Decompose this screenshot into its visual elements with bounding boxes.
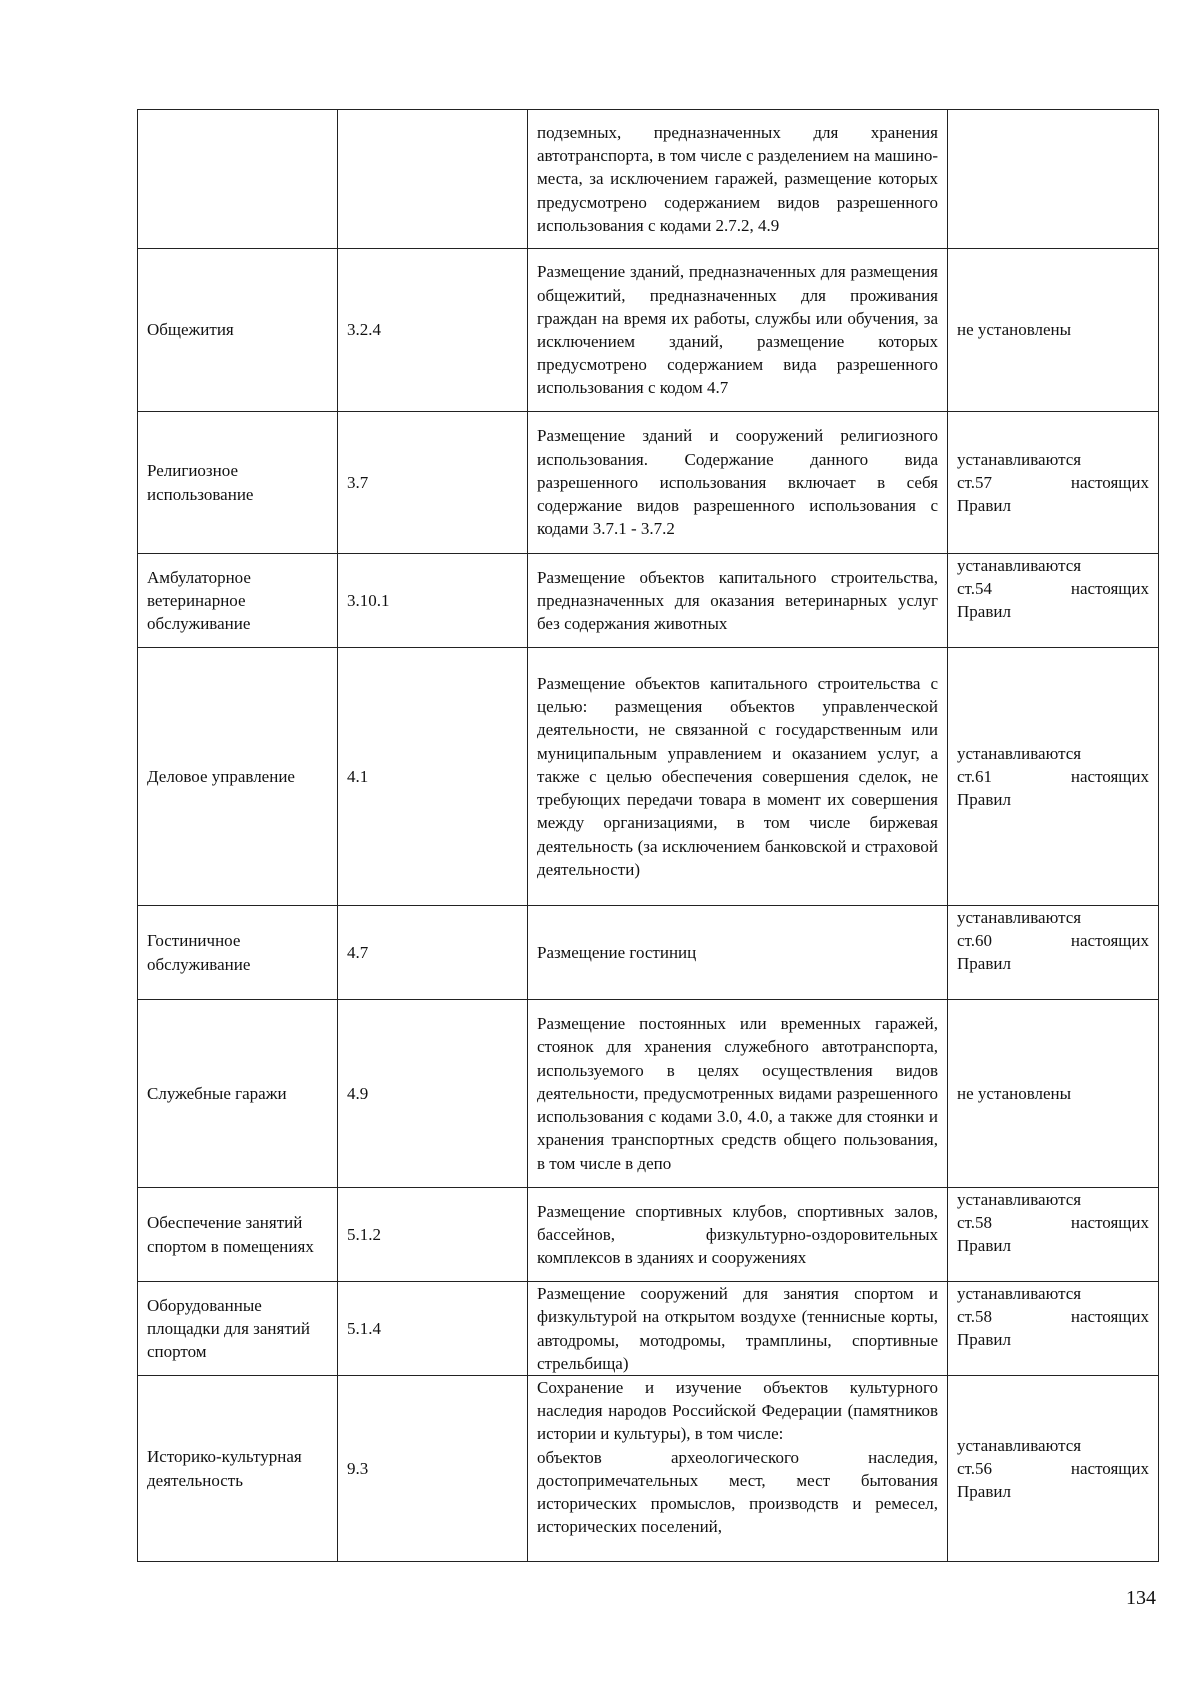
params-line: ст.56 настоящих <box>957 1458 1149 1478</box>
table-row <box>138 1376 1159 1562</box>
use-params-cell <box>948 412 1159 554</box>
use-name-cell: Гостиничное обслуживание <box>138 906 338 1000</box>
description-paragraph: объектов археологического наследия, достопримечательных мест, мест бытования исторических промыслов, производств и ремесел, исторических поселений, <box>537 1447 938 1537</box>
params-line: ст.57 настоящих <box>957 472 1149 492</box>
use-code-cell: 5.1.2 <box>338 1188 528 1282</box>
use-description-cell: Размещение постоянных или временных гаражей, стоянок для хранения служебного автотранспорта, используемого в целях осуществления видов деятельности, предусмотренных видами разрешенного использования с кодами 3.0, 4.0, а также для стоянки и хранения транспортных средств общего пользования, в том числе в депо <box>528 1000 948 1188</box>
use-code-cell <box>338 110 528 249</box>
use-name-cell: Амбулаторное ветеринарное обслуживание <box>138 554 338 648</box>
table-row <box>138 110 1159 249</box>
use-name-cell: Историко-культурная деятельность <box>138 1376 338 1562</box>
use-code-cell: 5.1.4 <box>338 1282 528 1376</box>
params-line: устанавливаются <box>957 556 1082 575</box>
table-row <box>138 1000 1159 1188</box>
table-row <box>138 249 1159 412</box>
table-row <box>138 648 1159 906</box>
params-line: ст.61 настоящих <box>957 766 1149 786</box>
params-line: Правил <box>957 496 1011 516</box>
use-name-cell: Обеспечение занятий спортом в помещениях <box>138 1188 338 1282</box>
params-line: устанавливаются <box>957 449 1082 469</box>
table-row <box>138 412 1159 554</box>
use-description-cell: подземных, предназначенных для хранения автотранспорта, в том числе с разделением на машино-места, за исключением гаражей, размещение которых предусмотрено содержанием видов разрешенного использования с кодами 2.7.2, 4.9 <box>528 110 948 249</box>
use-code-cell: 4.1 <box>338 648 528 906</box>
use-params-cell <box>948 648 1159 906</box>
description-paragraph: Сохранение и изучение объектов культурного наследия народов Российской Федерации (памятников истории и культуры), в том числе: <box>537 1378 938 1444</box>
params-line: Правил <box>957 602 1011 622</box>
use-name-cell <box>138 110 338 249</box>
use-params-cell: не установлены <box>948 1000 1159 1188</box>
params-line: Правил <box>957 1330 1011 1350</box>
params-line: устанавливаются <box>957 1190 1082 1209</box>
params-line: ст.58 настоящих <box>957 1307 1149 1327</box>
use-params-cell <box>948 906 1159 1000</box>
use-description-cell: Размещение гостиниц <box>528 906 948 1000</box>
use-description-cell: Размещение зданий и сооружений религиозного использования. Содержание данного вида разрешенного использования включает в себя содержание видов разрешенного использования с кодами 3.7.1 - 3.7.2 <box>528 412 948 554</box>
params-line: ст.58 настоящих <box>957 1213 1149 1233</box>
use-name-cell: Деловое управление <box>138 648 338 906</box>
use-code-cell: 9.3 <box>338 1376 528 1562</box>
use-params-cell <box>948 554 1159 648</box>
use-description-cell: Размещение объектов капитального строительства, предназначенных для оказания ветеринарных услуг без содержания животных <box>528 554 948 648</box>
params-line: Правил <box>957 954 1011 974</box>
table-row <box>138 906 1159 1000</box>
params-line: устанавливаются <box>957 743 1082 763</box>
use-name-cell: Оборудованные площадки для занятий спортом <box>138 1282 338 1376</box>
table-row <box>138 1188 1159 1282</box>
use-description-cell: Размещение спортивных клубов, спортивных залов, бассейнов, физкультурно-оздоровительных комплексов в зданиях и сооружениях <box>528 1188 948 1282</box>
page-number: 134 <box>1126 1587 1156 1609</box>
use-name-cell: Религиозное использование <box>138 412 338 554</box>
use-code-cell: 4.9 <box>338 1000 528 1188</box>
use-code-cell: 4.7 <box>338 906 528 1000</box>
params-line: устанавливаются <box>957 908 1082 927</box>
params-line: устанавливаются <box>957 1284 1082 1303</box>
land-use-table <box>137 109 1159 1562</box>
use-params-cell <box>948 1282 1159 1376</box>
table-row <box>138 1282 1159 1376</box>
use-params-cell <box>948 1376 1159 1562</box>
use-params-cell <box>948 110 1159 249</box>
use-params-cell: не установлены <box>948 249 1159 412</box>
use-name-cell: Служебные гаражи <box>138 1000 338 1188</box>
use-description-cell <box>528 1376 948 1562</box>
params-line: Правил <box>957 790 1011 810</box>
params-line: ст.54 настоящих <box>957 579 1149 599</box>
use-code-cell: 3.10.1 <box>338 554 528 648</box>
params-line: Правил <box>957 1482 1011 1502</box>
params-line: Правил <box>957 1236 1011 1256</box>
use-name-cell: Общежития <box>138 249 338 412</box>
use-params-cell <box>948 1188 1159 1282</box>
table-row <box>138 554 1159 648</box>
params-line: устанавливаются <box>957 1435 1082 1455</box>
use-description-cell: Размещение объектов капитального строительства с целью: размещения объектов управленческой деятельности, не связанной с государственным или муниципальным управлением и оказанием услуг, а также с целью обеспечения совершения сделок, не требующих передачи товара в момент их совершения между организациями, в том числе биржевая деятельность (за исключением банковской и страховой деятельности) <box>528 648 948 906</box>
use-code-cell: 3.2.4 <box>338 249 528 412</box>
use-description-cell: Размещение зданий, предназначенных для размещения общежитий, предназначенных для проживания граждан на время их работы, службы или обучения, за исключением зданий, размещение которых предусмотрено содержанием вида разрешенного использования с кодом 4.7 <box>528 249 948 412</box>
use-description-cell: Размещение сооружений для занятия спортом и физкультурой на открытом воздухе (теннисные корты, автодромы, мотодромы, трамплины, спортивные стрельбища) <box>528 1282 948 1376</box>
params-line: ст.60 настоящих <box>957 931 1149 951</box>
use-code-cell: 3.7 <box>338 412 528 554</box>
